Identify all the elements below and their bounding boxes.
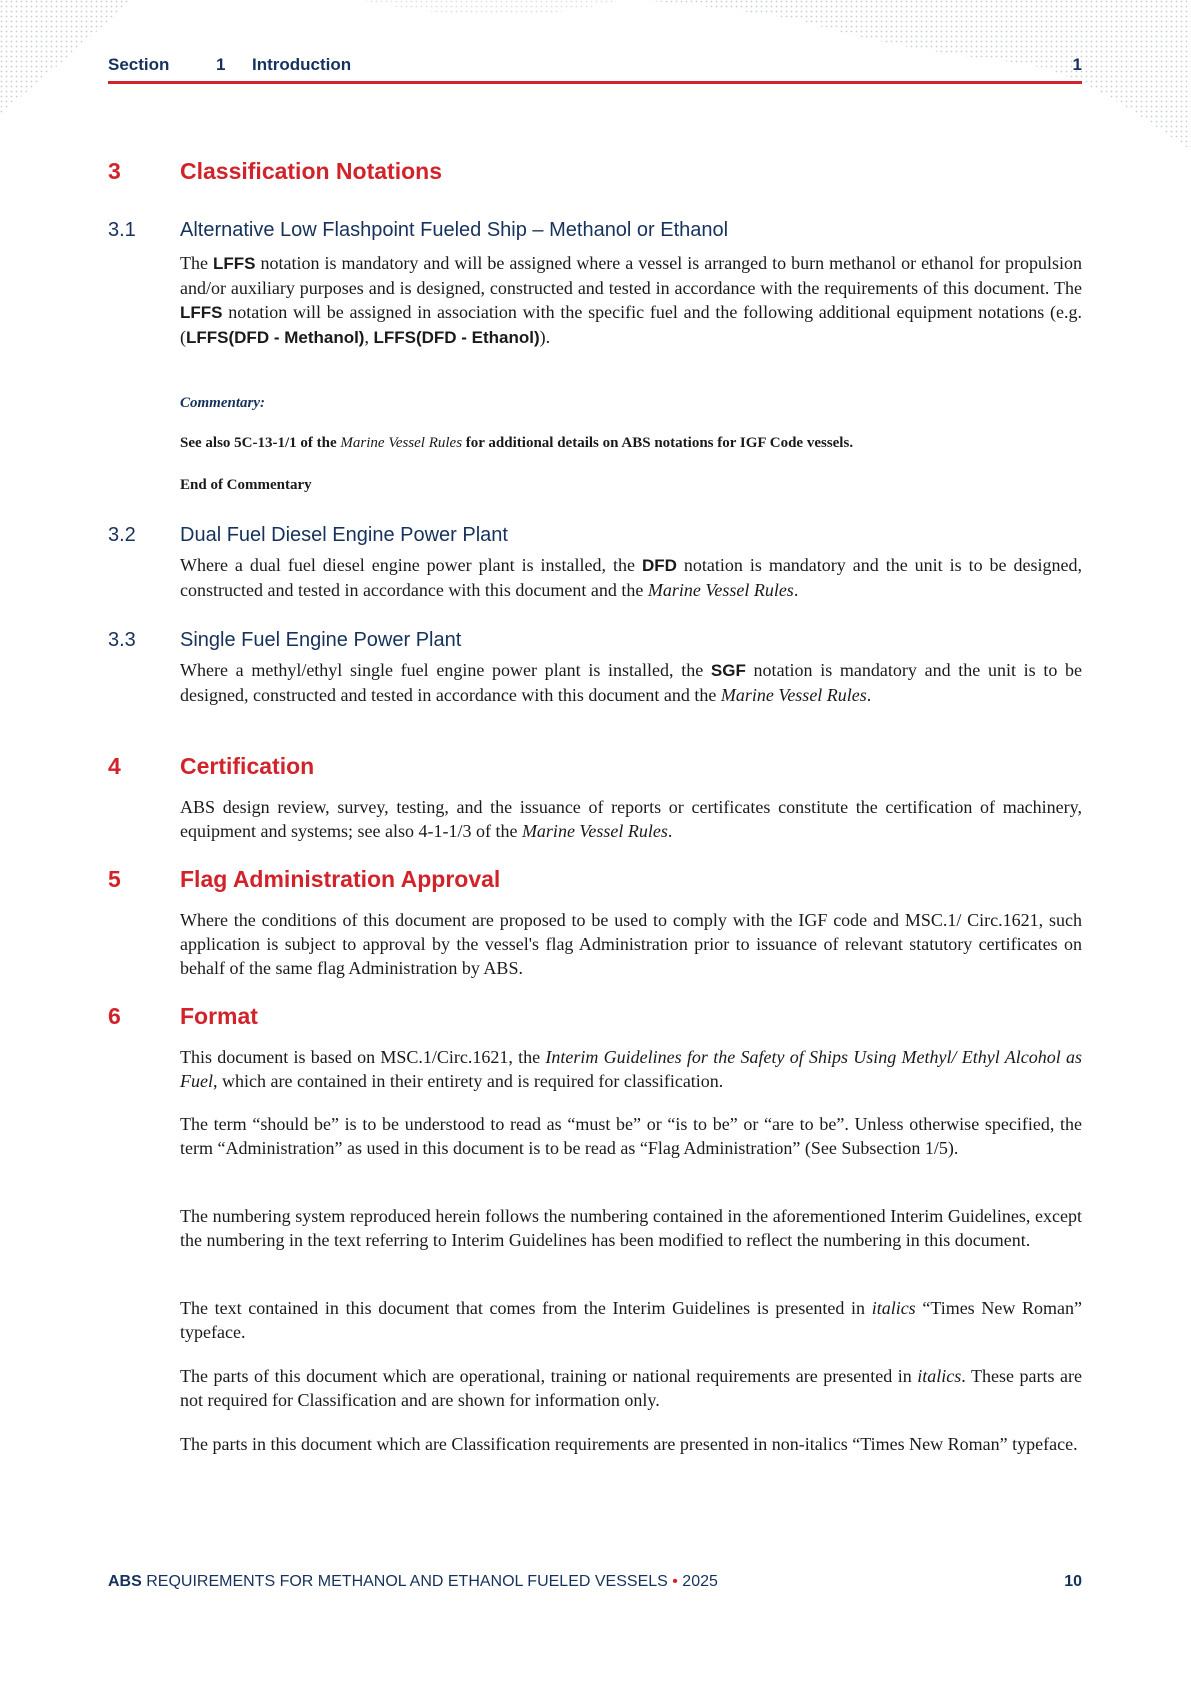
heading-number: 3.1 bbox=[108, 219, 136, 241]
paragraph-3-1 bbox=[180, 251, 1082, 350]
heading-title: Single Fuel Engine Power Plant bbox=[180, 629, 462, 651]
heading-number: 3 bbox=[108, 158, 121, 184]
heading-title: Classification Notations bbox=[180, 158, 442, 184]
text-run: Marine Vessel Rules bbox=[340, 435, 463, 451]
notation-lffs: LFFS bbox=[212, 254, 256, 273]
text-run: italics bbox=[917, 1366, 962, 1386]
footer-year: 2025 bbox=[677, 1573, 718, 1590]
text-run: ABS design review, survey, testing, and the issuance of reports or certificates constitute the certification of machinery, equipment and systems; see also 4-1-1/3 of the bbox=[180, 797, 1082, 841]
text-run: “Times New Roman” typeface. bbox=[180, 1298, 1082, 1342]
page-footer bbox=[108, 1573, 1082, 1597]
paragraph-6-3: The numbering system reproduced herein follows the numbering contained in the aforementioned Interim Guidelines, except the numbering in the text referring to Interim Guidelines has been modified to reflect the numbering in this document. bbox=[180, 1206, 1082, 1250]
text-run: notation will be assigned in association with the specific fuel and the following additional equipment notations (e.g. ( bbox=[180, 302, 1082, 347]
text-run: . bbox=[793, 580, 799, 600]
notation-dfd-methanol: LFFS(DFD - Methanol) bbox=[186, 328, 365, 347]
text-run: . bbox=[667, 821, 673, 841]
text-run: . These parts are not required for Classification and are shown for information only. bbox=[180, 1366, 1083, 1410]
heading-number: 6 bbox=[108, 1003, 121, 1029]
text-run: The text contained in this document that comes from the Interim Guidelines is presented in bbox=[180, 1298, 872, 1318]
page-header bbox=[108, 55, 1082, 81]
commentary-text bbox=[180, 435, 1082, 452]
text-run: notation is mandatory and will be assigned where a vessel is arranged to burn methanol or ethanol for propulsion and/or auxiliary purposes and is designed, constructed and tested in accordance with the requirements of this document. The bbox=[180, 253, 1083, 298]
footer-page-number: 10 bbox=[1064, 1573, 1082, 1590]
commentary-label: Commentary: bbox=[180, 395, 265, 411]
header-page-number: 1 bbox=[1072, 55, 1082, 74]
heading-number: 3.2 bbox=[108, 524, 136, 546]
text-run: notation is mandatory and the unit is to be designed, constructed and tested in accordance with this document and the bbox=[180, 555, 1082, 600]
notation-dfd: DFD bbox=[641, 556, 677, 575]
paragraph-3-3 bbox=[180, 658, 1082, 707]
text-run: ). bbox=[539, 327, 551, 347]
text-run: italics bbox=[871, 1298, 916, 1318]
paragraph-6-2: The term “should be” is to be understood to read as “must be” or “is to be” or “are to be”. Unless otherwise specified, the term “Administration” as used in this document is to be read as “Flag Administration” (See Subsection 1/5). bbox=[180, 1114, 1082, 1158]
text-run: Marine Vessel Rules bbox=[647, 580, 794, 600]
text-run: This document is based on MSC.1/Circ.1621, the bbox=[180, 1047, 546, 1067]
text-run: The parts of this document which are operational, training or national requirements are presented in bbox=[180, 1366, 918, 1386]
notation-sgf: SGF bbox=[710, 661, 746, 680]
paragraph-6-5 bbox=[180, 1364, 1082, 1412]
heading-title: Format bbox=[180, 1003, 258, 1029]
heading-number: 4 bbox=[108, 753, 121, 779]
text-run: Where a dual fuel diesel engine power plant is installed, the bbox=[180, 555, 642, 575]
text-run: Interim Guidelines for the Safety of Ships Using Methyl/ Ethyl Alcohol as Fuel bbox=[180, 1047, 1082, 1091]
text-run: Marine Vessel Rules bbox=[720, 685, 867, 705]
heading-title: Certification bbox=[180, 753, 315, 779]
header-section-title: Introduction bbox=[252, 55, 352, 74]
text-run: , bbox=[364, 327, 374, 347]
heading-title: Dual Fuel Diesel Engine Power Plant bbox=[180, 524, 508, 546]
text-run: Marine Vessel Rules bbox=[521, 821, 668, 841]
notation-dfd-ethanol: LFFS(DFD - Ethanol) bbox=[373, 328, 540, 347]
header-rule bbox=[108, 81, 1082, 84]
text-run: notation is mandatory and the unit is to be designed, constructed and tested in accordance with this document and the bbox=[180, 660, 1083, 705]
text-run: See also 5C-13-1/1 of the bbox=[180, 435, 341, 451]
paragraph-6-1 bbox=[180, 1045, 1082, 1093]
paragraph-3-2 bbox=[180, 553, 1082, 602]
commentary-end: End of Commentary bbox=[180, 477, 312, 493]
text-run: . bbox=[866, 685, 872, 705]
heading-number: 3.3 bbox=[108, 629, 136, 651]
heading-title: Alternative Low Flashpoint Fueled Ship – Methanol or Ethanol bbox=[180, 219, 729, 241]
paragraph-4 bbox=[180, 795, 1082, 843]
paragraph-5: Where the conditions of this document are proposed to be used to comply with the IGF code and MSC.1/ Circ.1621, such application is subject to approval by the vessel's flag Administration prior to issuance of relevant statutory certificates on behalf of the same flag Administration by ABS. bbox=[180, 910, 1082, 978]
notation-lffs: LFFS bbox=[180, 303, 223, 322]
paragraph-6-4 bbox=[180, 1296, 1082, 1344]
text-run: Where a methyl/ethyl single fuel engine power plant is installed, the bbox=[180, 660, 711, 680]
heading-number: 5 bbox=[108, 866, 121, 892]
footer-bullet: • bbox=[672, 1573, 678, 1590]
header-section-label: Section bbox=[108, 55, 170, 74]
text-run: for additional details on ABS notations for IGF Code vessels. bbox=[462, 435, 854, 451]
paragraph-6-6: The parts in this document which are Classification requirements are presented in non-italics “Times New Roman” typeface. bbox=[180, 1434, 1078, 1454]
text-run: , which are contained in their entirety and is required for classification. bbox=[213, 1071, 724, 1091]
text-run: The bbox=[180, 253, 213, 273]
footer-brand: ABS bbox=[108, 1573, 142, 1590]
footer-title: REQUIREMENTS FOR METHANOL AND ETHANOL FUELED VESSELS bbox=[141, 1573, 673, 1590]
header-section-number: 1 bbox=[216, 55, 226, 74]
heading-title: Flag Administration Approval bbox=[180, 866, 501, 892]
